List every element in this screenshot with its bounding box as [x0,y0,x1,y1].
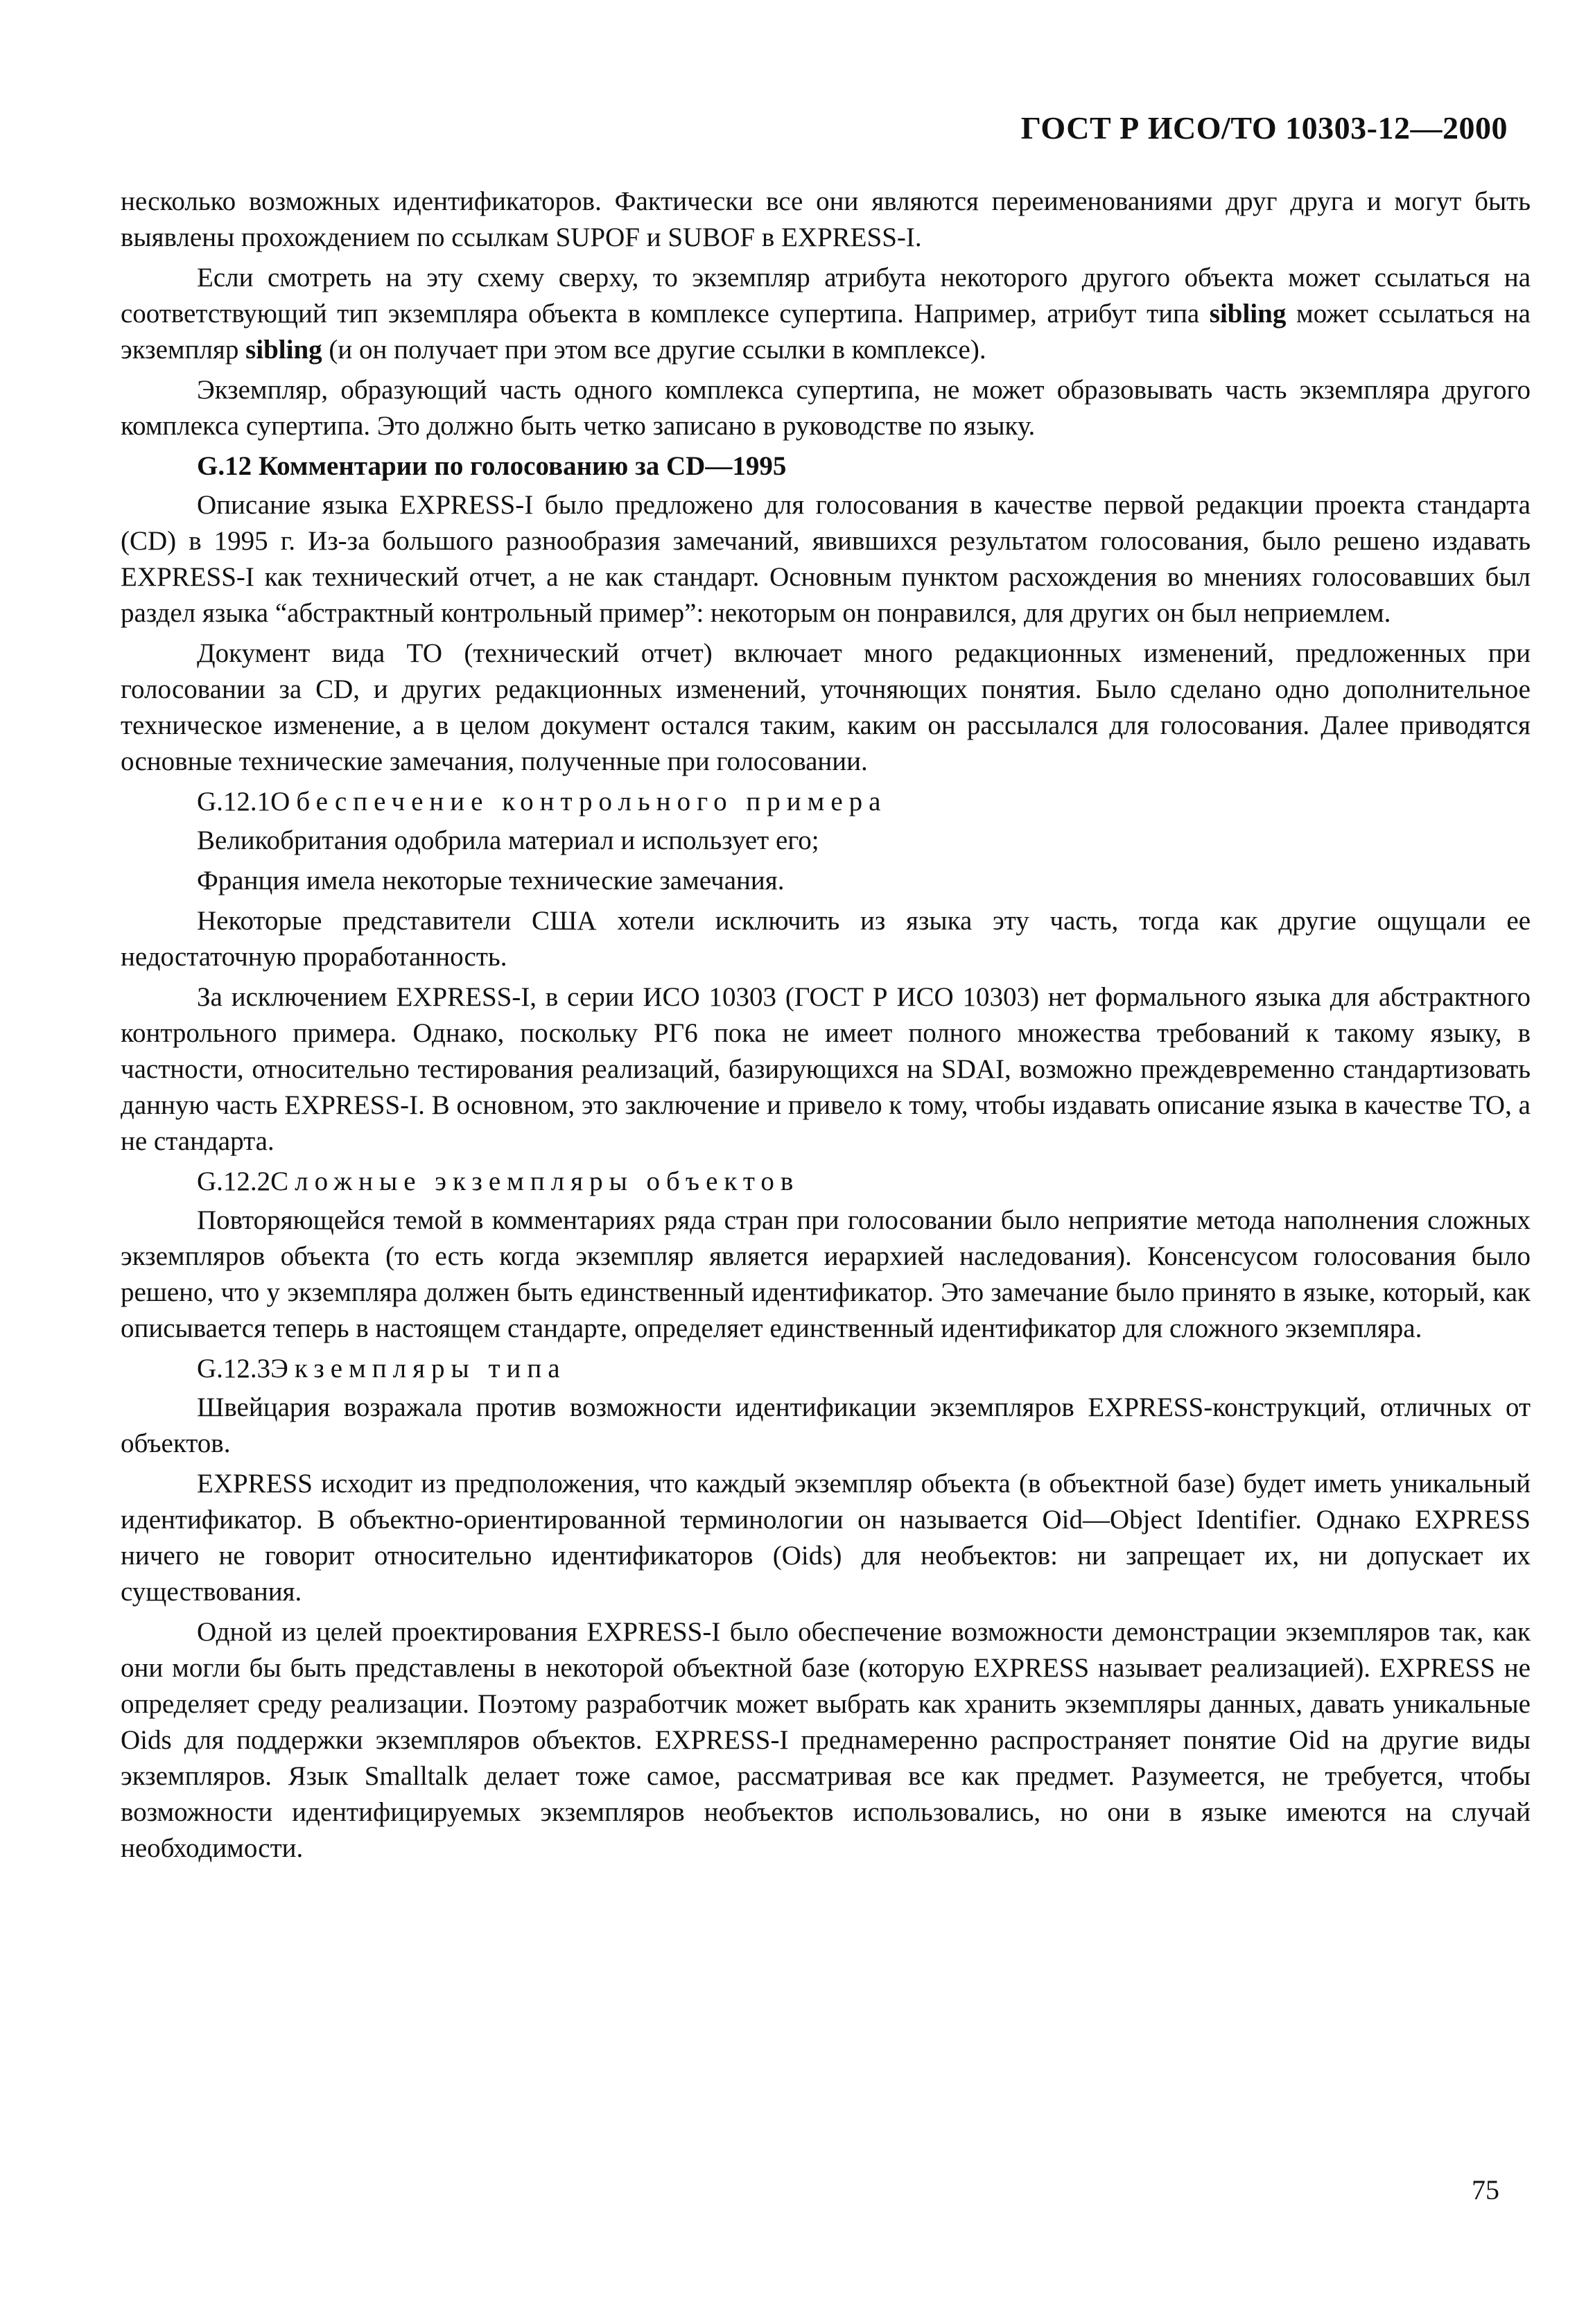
paragraph: Франция имела некоторые технические замечания. [197,866,785,895]
paragraph: Экземпляр, образующий часть одного комплекса супертипа, не может образовывать часть экземпляра другого комплекса супертипа. Это должно быть четко записано в руководстве по языку. [121,375,1531,441]
section-heading-g12: G.12 Комментарии по голосованию за CD—1995 [197,451,787,481]
paragraph: Одной из целей проектирования EXPRESS-I было обеспечение возможности демонстрации экземпляров так, как они могли бы быть представлены в некоторой объектной базе (которую EXPRESS называет реализацией). EXPRESS не определяет среду реализации. Поэтому разработчик может выбрать как хранить экземпляры данных, давать уникальные Oids для поддержки экземпляров объектов. EXPRESS-I преднамеренно распространяет понятие Oid на другие виды экземпляров. Язык Smalltalk делает тоже самое, рассматривая все как предмет. Разумеется, не требуется, чтобы возможности идентифицируемых экземпляров необъектов использовались, но они в языке имеются на случай необходимости. [121,1617,1531,1863]
subsection-heading-g121 [121,784,1531,820]
subsection-number: G.12.3 [197,1354,271,1383]
term-sibling: sibling [1209,299,1287,329]
subsection-title: Сложные экземпляры объектов [270,1167,800,1196]
paragraph: EXPRESS исходит из предположения, что каждый экземпляр объекта (в объектной базе) будет иметь уникальный идентификатор. В объектно-ориентированной терминологии он называется Oid—Object Identifier. Однако EXPRESS ничего не говорит относительно идентификаторов (Oids) для необъектов: ни запрещает их, ни допускает их существования. [121,1469,1531,1607]
paragraph: Документ вида ТО (технический отчет) включает много редакционных изменений, предложенных при голосовании за CD, и других редакционных изменений, уточняющих понятия. Было сделано одно дополнительное техническое изменение, а в целом документ остался таким, каким он рассылался для голосования. Далее приводятся основные технические замечания, полученные при голосовании. [121,638,1531,776]
page-number: 75 [1472,2174,1499,2205]
subsection-heading-g122 [121,1164,1531,1200]
subsection-title: Обеспечение контрольного примера [270,787,887,816]
subsection-number: G.12.2 [197,1167,271,1196]
subsection-title: Экземпляры типа [270,1354,566,1383]
document-body [121,184,1531,1871]
standard-header: ГОСТ Р ИСО/ТО 10303-12—2000 [1020,110,1508,146]
paragraph-text: может ссылаться на экземпляр [121,299,1531,365]
subsection-number: G.12.1 [197,787,271,816]
subsection-heading-g123 [121,1351,1531,1387]
paragraph: За исключением EXPRESS-I, в серии ИСО 10303 (ГОСТ Р ИСО 10303) нет формального языка для абстрактного контрольного примера. Однако, поскольку РГ6 пока не имеет полного множества требований к такому языку, в частности, относительно тестирования реализаций, базирующихся на SDAI, возможно преждевременно стандартизовать данную часть EXPRESS-I. В основном, это заключение и привело к тому, чтобы издавать описание языка в качестве ТО, а не стандарта. [121,982,1531,1156]
paragraph-text: (и он получает при этом все другие ссылки в комплексе). [322,335,986,365]
paragraph [121,260,1531,368]
paragraph: Описание языка EXPRESS-I было предложено для голосования в качестве первой редакции проекта стандарта (CD) в 1995 г. Из-за большого разнообразия замечаний, явившихся результатом голосования, было решено издавать EXPRESS-I как технический отчет, а не как стандарт. Основным пунктом расхождения во мнениях голосовавших был раздел языка “абстрактный контрольный пример”: некоторым он понравился, для других он был неприемлем. [121,490,1531,628]
paragraph: Швейцария возражала против возможности идентификации экземпляров EXPRESS-конструкций, отличных от объектов. [121,1392,1531,1458]
paragraph: несколько возможных идентификаторов. Фактически все они являются переименованиями друг друга и могут быть выявлены прохождением по ссылкам SUPOF и SUBOF в EXPRESS-I. [121,186,1531,252]
paragraph: Великобритания одобрила материал и использует его; [197,825,819,855]
term-sibling: sibling [245,335,322,365]
paragraph: Повторяющейся темой в комментариях ряда стран при голосовании было неприятие метода наполнения сложных экземпляров объекта (то есть когда экземпляр является иерархией наследования). Консенсусом голосования было решено, что у экземпляра должен быть единственный идентификатор. Это замечание было принято в языке, который, как описывается теперь в настоящем стандарте, определяет единственный идентификатор для сложного экземпляра. [121,1205,1531,1343]
paragraph-text: Если смотреть на эту схему сверху, то экземпляр атрибута некоторого другого объекта может ссылаться на соответствующий тип экземпляра объекта в комплексе супертипа. Например, атрибут типа [121,263,1531,329]
paragraph: Некоторые представители США хотели исключить из языка эту часть, тогда как другие ощущали ее недостаточную проработанность. [121,906,1531,972]
